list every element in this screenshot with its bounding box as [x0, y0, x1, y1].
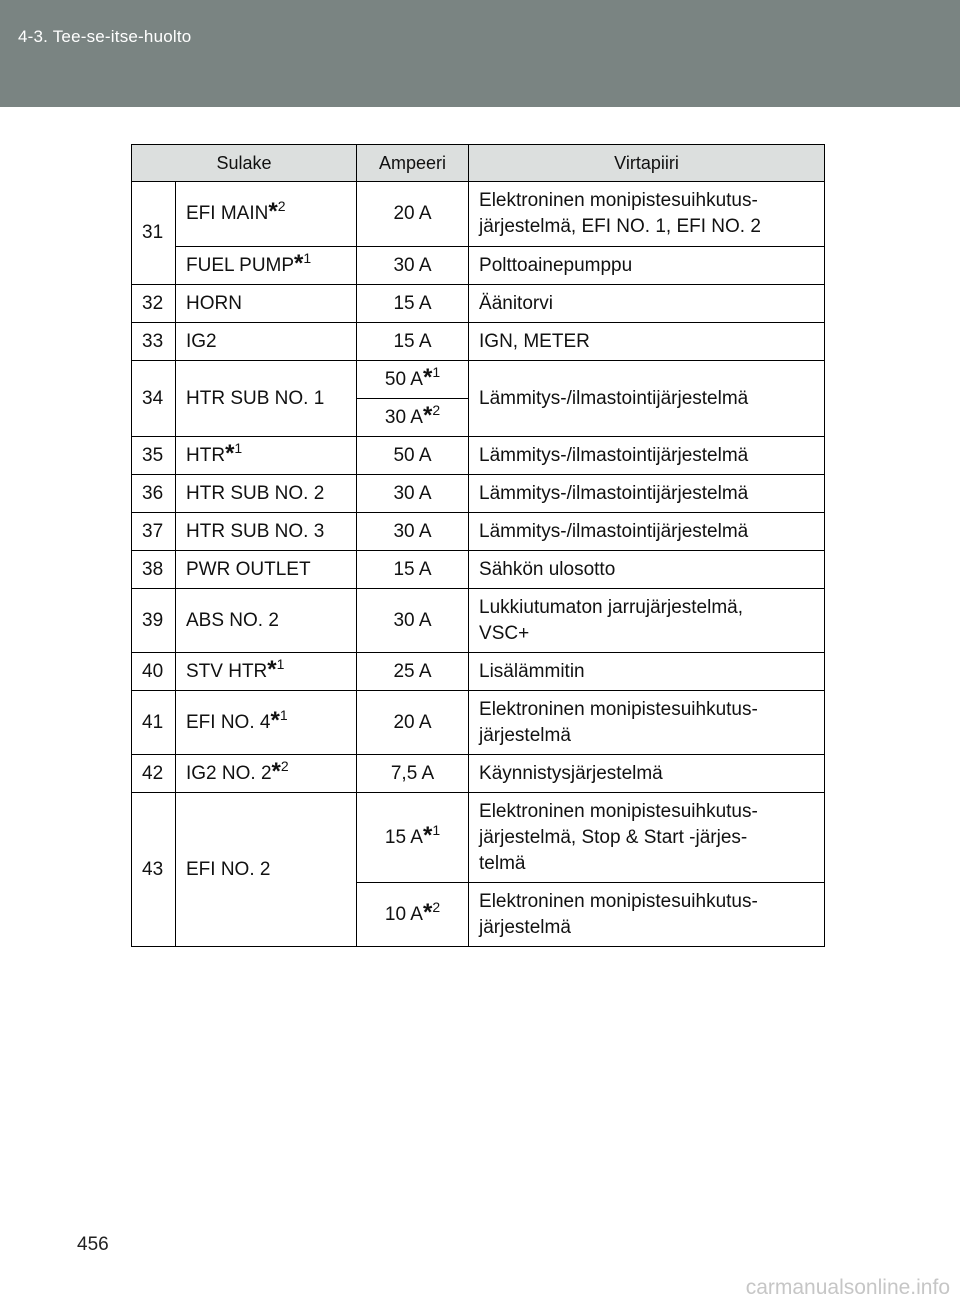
page-header: [0, 0, 960, 107]
fuse-circuit: Lukkiutumaton jarrujärjestelmä, VSC+: [469, 589, 825, 653]
fuse-number: 41: [132, 691, 176, 755]
footnote-mark: 2: [432, 898, 441, 915]
fuse-name: IG2: [176, 323, 357, 361]
footnote-mark: 2: [277, 198, 286, 214]
fuse-circuit: Lämmitys-/ilmastointijärjestelmä: [469, 475, 825, 513]
fuse-ampere: 30 A: [357, 589, 469, 653]
table-row: [132, 437, 825, 475]
fuse-number: 33: [132, 323, 176, 361]
footnote-mark: 1: [234, 439, 243, 456]
fuse-name: PWR OUTLET: [176, 551, 357, 589]
fuse-ampere: 20 A: [357, 182, 469, 247]
asterisk-mark: *: [422, 821, 433, 849]
fuse-ampere: 30 A: [357, 513, 469, 551]
fuse-name: EFI MAIN*$^2$: [176, 182, 357, 247]
section-title: 4-3. Tee-se-itse-huolto: [18, 27, 192, 46]
fuse-name: HORN: [176, 285, 357, 323]
footnote-mark: 2: [280, 757, 289, 774]
table-row: [132, 691, 825, 755]
column-header-circuit: Virtapiiri: [469, 145, 825, 182]
fuse-name: HTR SUB NO. 2: [176, 475, 357, 513]
fuse-number: 31: [132, 182, 176, 285]
fuse-circuit: Lämmitys-/ilmastointijärjestelmä: [469, 513, 825, 551]
fuse-ampere: 20 A: [357, 691, 469, 755]
column-header-fuse: Sulake: [132, 145, 357, 182]
fuse-number: 42: [132, 755, 176, 793]
asterisk-mark: *: [422, 898, 433, 926]
fuse-circuit: Elektroninen monipistesuihkutus- järjestelmä: [469, 883, 825, 947]
page-number: 456: [77, 1234, 109, 1255]
fuse-ampere: 50 A*$^1$: [357, 361, 469, 399]
fuse-number: 34: [132, 361, 176, 437]
fuse-ampere: 30 A: [357, 475, 469, 513]
asterisk-mark: *: [294, 249, 304, 277]
fuse-ampere: 15 A: [357, 285, 469, 323]
fuse-ampere: 15 A: [357, 551, 469, 589]
fuse-circuit: Polttoainepumppu: [469, 247, 825, 285]
footnote-mark: 1: [432, 363, 441, 380]
table-row: [132, 793, 825, 883]
table-row: [132, 755, 825, 793]
fuse-ampere: 15 A*$^1$: [357, 793, 469, 883]
fuse-name: STV HTR*$^1$: [176, 653, 357, 691]
fuse-circuit: Elektroninen monipistesuihkutus- järjestelmä, Stop & Start -järjes- telmä: [469, 793, 825, 883]
fuse-circuit: Lisälämmitin: [469, 653, 825, 691]
table-row: [132, 285, 825, 323]
asterisk-mark: *: [268, 198, 278, 225]
fuse-number: 38: [132, 551, 176, 589]
fuse-table: [131, 144, 825, 947]
footnote-mark: 2: [432, 401, 441, 418]
fuse-name: HTR SUB NO. 3: [176, 513, 357, 551]
fuse-circuit: Elektroninen monipistesuihkutus- järjestelmä, EFI NO. 1, EFI NO. 2: [469, 182, 825, 247]
fuse-circuit: Sähkön ulosotto: [469, 551, 825, 589]
fuse-ampere: 25 A: [357, 653, 469, 691]
asterisk-mark: *: [422, 401, 433, 429]
fuse-ampere: 30 A*$^2$: [357, 399, 469, 437]
fuse-number: 43: [132, 793, 176, 947]
table-row: [132, 589, 825, 653]
fuse-circuit: Äänitorvi: [469, 285, 825, 323]
asterisk-mark: *: [270, 706, 280, 734]
footnote-mark: 1: [432, 821, 441, 838]
fuse-number: 35: [132, 437, 176, 475]
fuse-ampere: 10 A*$^2$: [357, 883, 469, 947]
fuse-name: HTR SUB NO. 1: [176, 361, 357, 437]
watermark: carmanualsonline.info: [745, 1276, 950, 1299]
fuse-circuit: IGN, METER: [469, 323, 825, 361]
asterisk-mark: *: [267, 655, 277, 683]
footnote-mark: 1: [279, 706, 288, 723]
asterisk-mark: *: [225, 439, 235, 467]
fuse-name: EFI NO. 2: [176, 793, 357, 947]
fuse-number: 39: [132, 589, 176, 653]
column-header-ampere: Ampeeri: [357, 145, 469, 182]
table-row: [132, 475, 825, 513]
fuse-ampere: 15 A: [357, 323, 469, 361]
fuse-circuit: Käynnistysjärjestelmä: [469, 755, 825, 793]
fuse-name: EFI NO. 4*$^1$: [176, 691, 357, 755]
table-row: [132, 513, 825, 551]
table-row: [132, 182, 825, 247]
asterisk-mark: *: [422, 363, 433, 391]
fuse-ampere: 30 A: [357, 247, 469, 285]
fuse-ampere: 50 A: [357, 437, 469, 475]
fuse-number: 36: [132, 475, 176, 513]
fuse-name: IG2 NO. 2*$^2$: [176, 755, 357, 793]
table-row: [132, 247, 825, 285]
fuse-circuit: Elektroninen monipistesuihkutus- järjestelmä: [469, 691, 825, 755]
fuse-number: 32: [132, 285, 176, 323]
table-row: [132, 361, 825, 399]
footnote-mark: 1: [276, 655, 285, 672]
fuse-name: ABS NO. 2: [176, 589, 357, 653]
fuse-name: FUEL PUMP*$^1$: [176, 247, 357, 285]
table-row: [132, 551, 825, 589]
table-row: [132, 653, 825, 691]
fuse-name: HTR*$^1$: [176, 437, 357, 475]
asterisk-mark: *: [271, 757, 281, 785]
fuse-circuit: Lämmitys-/ilmastointijärjestelmä: [469, 361, 825, 437]
fuse-number: 40: [132, 653, 176, 691]
fuse-number: 37: [132, 513, 176, 551]
footnote-mark: 1: [303, 249, 312, 266]
table-row: [132, 323, 825, 361]
table-header-row: [132, 145, 825, 182]
fuse-circuit: Lämmitys-/ilmastointijärjestelmä: [469, 437, 825, 475]
fuse-ampere: 7,5 A: [357, 755, 469, 793]
